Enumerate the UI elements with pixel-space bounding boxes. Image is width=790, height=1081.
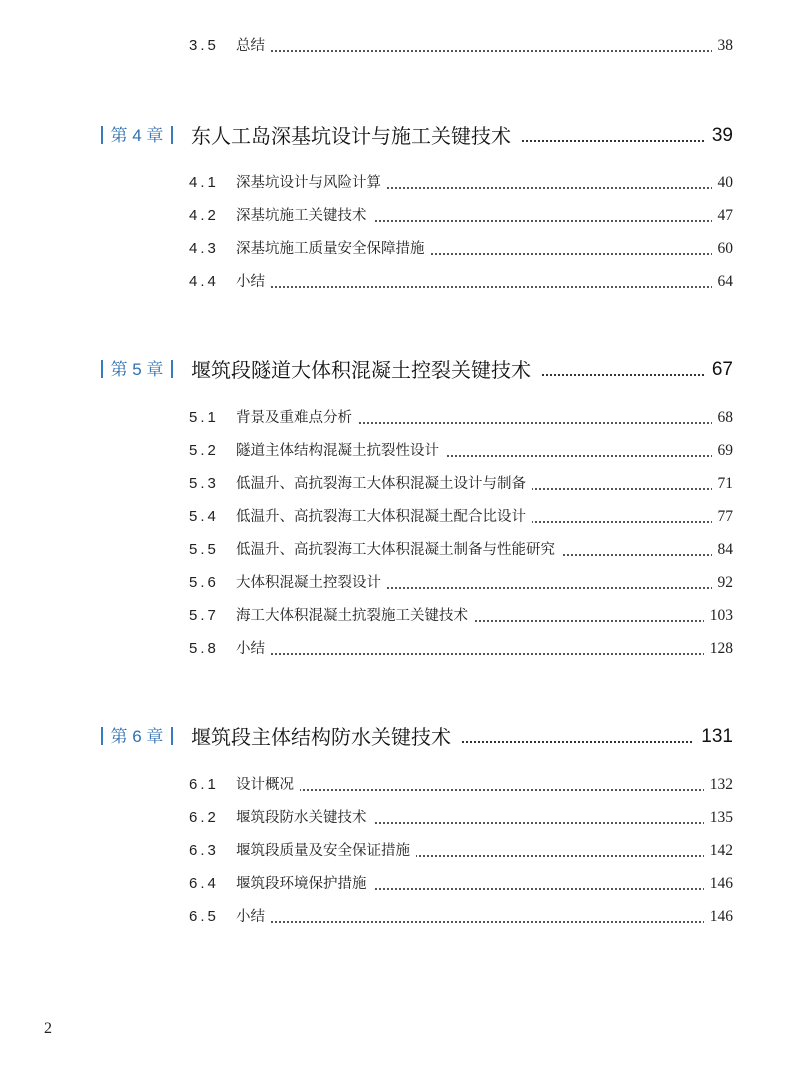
chapter-number: 第 5 章	[110, 360, 164, 379]
section-entry[interactable]	[0, 769, 790, 801]
section-entry[interactable]	[0, 600, 790, 632]
section-entry[interactable]	[0, 534, 790, 566]
section-page: 146	[704, 868, 733, 900]
chapter-label	[93, 116, 181, 156]
section-title: 设计概况	[236, 769, 300, 801]
section-entry[interactable]	[0, 266, 790, 298]
chapter-label	[93, 717, 181, 757]
chapter-page: 67	[704, 350, 733, 390]
section-page: 40	[712, 167, 734, 199]
section-number: 4.2	[189, 207, 219, 224]
divider	[101, 360, 103, 378]
section-number: 5.2	[189, 442, 219, 459]
section-entry[interactable]	[0, 435, 790, 467]
section-number: 6.5	[189, 908, 219, 925]
chapter-number: 第 4 章	[110, 126, 164, 145]
section-page: 69	[712, 435, 734, 467]
section-title: 海工大体积混凝土抗裂施工关键技术	[236, 600, 474, 632]
divider	[171, 360, 173, 378]
section-title: 低温升、高抗裂海工大体积混凝土制备与性能研究	[236, 534, 561, 566]
section-title: 背景及重难点分析	[236, 402, 358, 434]
section-entry[interactable]	[0, 868, 790, 900]
chapter-title: 东人工岛深基坑设计与施工关键技术	[191, 116, 521, 156]
section-page: 84	[712, 534, 734, 566]
section-title: 总结	[236, 30, 271, 62]
section-title: 隧道主体结构混凝土抗裂性设计	[236, 435, 445, 467]
divider	[101, 126, 103, 144]
section-page: 38	[712, 30, 734, 62]
chapter-number: 第 6 章	[110, 727, 164, 746]
section-entry[interactable]	[0, 633, 790, 665]
chapter-page: 131	[693, 717, 733, 757]
section-entry[interactable]	[0, 835, 790, 867]
section-title: 大体积混凝土控裂设计	[236, 567, 387, 599]
page-number: 2	[44, 1020, 52, 1037]
section-entry[interactable]	[0, 233, 790, 265]
chapter-label	[93, 350, 181, 390]
section-page: 71	[712, 468, 734, 500]
section-number: 5.7	[189, 607, 219, 624]
section-number: 6.1	[189, 776, 219, 793]
section-number: 4.1	[189, 174, 219, 191]
section-entry[interactable]	[0, 501, 790, 533]
section-title: 小结	[236, 901, 271, 933]
chapter-title: 堰筑段主体结构防水关键技术	[191, 717, 461, 757]
section-number: 5.1	[189, 409, 219, 426]
section-number: 4.3	[189, 240, 219, 257]
chapter-page: 39	[704, 116, 733, 156]
section-page: 92	[712, 567, 734, 599]
section-page: 135	[704, 802, 733, 834]
section-title: 深基坑施工质量安全保障措施	[236, 233, 431, 265]
dot-leader	[240, 921, 728, 923]
section-page: 68	[712, 402, 734, 434]
section-number: 6.2	[189, 809, 219, 826]
section-page: 47	[712, 200, 734, 232]
section-entry[interactable]	[0, 30, 790, 62]
section-title: 低温升、高抗裂海工大体积混凝土配合比设计	[236, 501, 532, 533]
section-page: 142	[704, 835, 733, 867]
section-title: 堰筑段防水关键技术	[236, 802, 373, 834]
section-title: 堰筑段质量及安全保证措施	[236, 835, 416, 867]
section-number: 5.3	[189, 475, 219, 492]
chapter-title: 堰筑段隧道大体积混凝土控裂关键技术	[191, 350, 541, 390]
section-page: 64	[712, 266, 734, 298]
section-number: 4.4	[189, 273, 219, 290]
section-title: 小结	[236, 633, 271, 665]
section-entry[interactable]	[0, 802, 790, 834]
section-entry[interactable]	[0, 167, 790, 199]
divider	[171, 727, 173, 745]
section-page: 103	[704, 600, 733, 632]
section-number: 5.5	[189, 541, 219, 558]
section-entry[interactable]	[0, 402, 790, 434]
chapter-entry[interactable]	[0, 350, 790, 390]
section-page: 60	[712, 233, 734, 265]
divider	[101, 727, 103, 745]
section-title: 低温升、高抗裂海工大体积混凝土设计与制备	[236, 468, 532, 500]
dot-leader	[240, 653, 728, 655]
chapter-entry[interactable]	[0, 717, 790, 757]
divider	[171, 126, 173, 144]
section-entry[interactable]	[0, 567, 790, 599]
section-number: 3.5	[189, 37, 219, 54]
section-entry[interactable]	[0, 901, 790, 933]
section-number: 5.6	[189, 574, 219, 591]
section-page: 77	[712, 501, 734, 533]
section-number: 6.4	[189, 875, 219, 892]
section-title: 小结	[236, 266, 271, 298]
section-title: 堰筑段环境保护措施	[236, 868, 373, 900]
section-page: 132	[704, 769, 733, 801]
section-entry[interactable]	[0, 200, 790, 232]
section-title: 深基坑施工关键技术	[236, 200, 373, 232]
dot-leader	[240, 50, 728, 52]
section-page: 146	[704, 901, 733, 933]
dot-leader	[240, 286, 728, 288]
section-title: 深基坑设计与风险计算	[236, 167, 387, 199]
chapter-entry[interactable]	[0, 116, 790, 156]
section-number: 5.8	[189, 640, 219, 657]
section-number: 5.4	[189, 508, 219, 525]
dot-leader	[240, 789, 728, 791]
section-page: 128	[704, 633, 733, 665]
section-number: 6.3	[189, 842, 219, 859]
section-entry[interactable]	[0, 468, 790, 500]
